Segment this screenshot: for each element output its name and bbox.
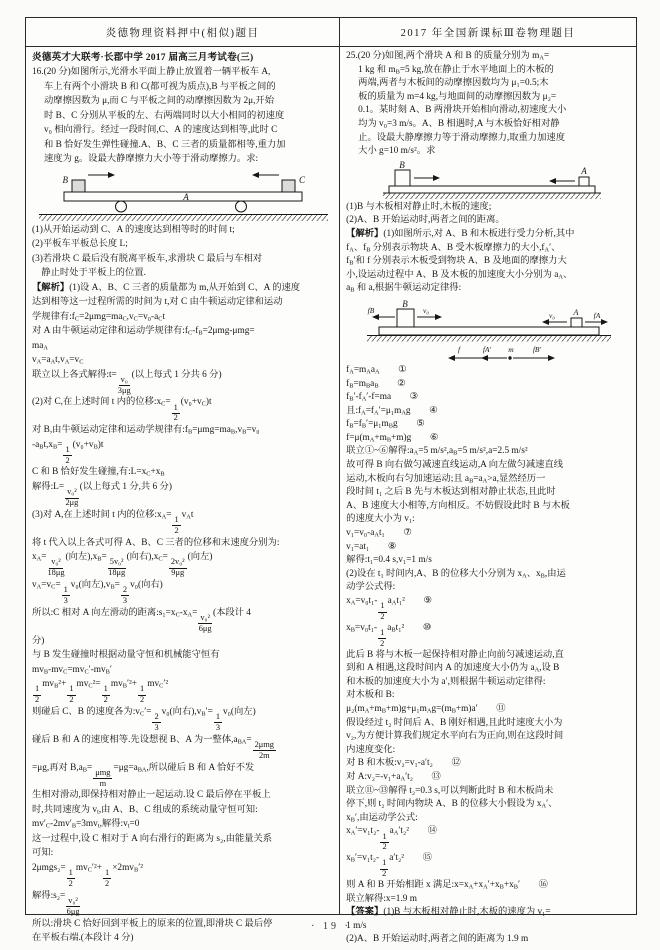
q25-solution-eqs [346,364,631,906]
text-line: 可知: [32,848,54,859]
text-line: 达到相等这一过程所需的时间为 t,对 C 由牛顿运动定律和运动 [32,297,283,307]
text-line: 动摩擦因数为 μ,而 C 与平板之间的动摩擦因数为 2μ,开始 [44,96,274,106]
label-b: B [62,174,68,185]
header-left-title: 炎德物理资料押中(相似)题目 [26,18,340,46]
text-line: 对 $A:v_2=-v_1+a_A't_2$ ⑬ [346,772,441,783]
block-a [579,177,589,186]
text-line: $\frac{1}{2}$ $mv_B^2+$ $\frac{1}{2}$ $mv_C^2=$ $\frac{1}{2}$ $mv_B'^2+$ $\frac{1}{2}$ $mv_C'^2$ [35,679,169,705]
block-a [571,318,582,327]
text-line: 联立⑪~⑬解得 t₂=0.3 s,可以判断此时 B 和木板尚未 [346,785,554,796]
text-line: 分) [32,635,45,646]
text-line: 均为 v₀=3 m/s。A、B 相遇时,A 与木板恰好相对静 [358,118,560,129]
text-line: 联立解得:x=1.9 m [346,893,417,904]
text-line: $f_B=m_Ba_B$ ② [346,378,406,390]
text-line: (3)若滑块 C 最后没有脱离平板车,求滑块 C 最后与车相对 [32,253,263,264]
text-line: (1)从开始运动到 C、A 的速度达到相等时的时间 t; [32,224,235,235]
text-line: 生相对滑动,即保持相对静止一起运动.设 C 最后停在平板上 [32,790,271,801]
text-line: 时 B、C 分别从平板的左、右两端同时以大小相同的初速度 [44,110,285,121]
exam-title: 炎德英才大联考·长郡中学 2017 届高三月考试卷(三) [32,52,254,63]
text-line: $ma_A$ [32,340,48,352]
text-line: 联立①~⑥解得$:a_A=5$ $m/s^2,a_B=5$ m/s²,a=2.5 m/s² [346,446,528,458]
label-a: A [182,191,189,202]
label-a: A [580,165,587,176]
text-line: 和木板的加速度大小为 a′,则根据牛顿运动定律得: [346,676,546,687]
right-column [340,47,636,945]
label-b: B [398,159,405,170]
block-b [397,309,414,327]
text-line: 两端,两者与木板间的动摩擦因数均为 μ₁=0.5;木 [358,78,549,89]
page-number: · 19 · [311,921,351,932]
header-right-title: 2017 年全国新课标Ⅲ卷物理题目 [400,27,576,39]
text-line: (2)对 C,在上述时间 t 内的位移$:x_C=$ $\frac{1}{2}$ $(v_0+v_C)t$ [32,397,212,423]
text-line: 时,共同速度为 $v_t$,由 A、B、C 组成的系统动量守恒可知: [32,804,258,816]
text-line: 动学公式得: [346,582,396,593]
text-line: 对 B,由牛顿运动定律和运动学规律有$:f_B=\mu mg=ma_B,v_B=v_0$ [32,425,260,436]
text-line: 静止时处于平板上的位置. [32,268,146,278]
text-line: 则碰后 C、B 的速度各为$:v_C'=$ $\frac{2}{3}$ v₀(向右)$,v_B'=$ $\frac{1}{3}$ v₀(向左) [32,706,256,732]
label-m: m [507,344,514,354]
text-line: $x_A=v_0t_1-$ $\frac{1}{2}$ $a_At_1^2$ ⑨ [346,596,432,622]
text-line: (2)设在 t₁ 时间内,A、B 的位移大小分别为 $x_A$、$x_B$,由运 [346,568,566,580]
text-line: 解得:t₁=0.4 s,v₁=1 m/s [346,555,432,566]
text-line: 小,设运动过程中 A、B 及木板的加速度大小分别为 $a_A$、 [346,269,573,281]
q16-items [32,223,334,281]
text-line: 学规律有$:f_C=2\mu mg=ma_C,v_C=v_0-a_Ct$ [32,311,166,323]
text-line: 车上有两个小滑块 B 和 C(都可视为质点),B 与平板之间的 [44,81,276,92]
text-line: 解得:L= $\frac{\text{v₀²}}{2\mu g}$ (以上每式 1 分,共 6 分) [32,481,172,507]
text-line: $x_B=v_0t_1-$ $\frac{1}{2}$ $a_Bt_1^2$ ⑩ [346,622,432,648]
text-line: 所以:滑块 C 恰好回到平板上的原来的位置,即滑块 C 最后停 [32,918,273,929]
center-dot [508,356,511,359]
text-line: A、B 速度大小相等,方向相反。不妨假设此时 B 与木板 [346,500,570,511]
text-line: $-a_Bt,x_B=$ $\frac{1}{2}$ $(v_0+v_B)t$ [32,439,104,465]
block-b [395,170,410,186]
text-line: $a_B$ 和 a,根据牛顿运动定律得: [346,283,462,294]
text-line: 对 B 和木板:v₂=v₁-a′t₂ ⑫ [346,758,461,769]
text-line: $f_B'-f_A'-f=ma$ ③ [346,392,419,403]
text-line: (2)平板车平板总长度 L; [32,239,128,249]
q25-items [346,201,631,228]
text-line: $f_A=m_Aa_A$ ① [346,364,407,376]
label-b: B [401,298,408,309]
text-line: (2)A、B 开始运动时,两者之间的距离。 [346,215,505,226]
q16-intro [32,65,334,167]
text-line: $v_A=v_C=$ $\frac{1}{3}$ v₀(向左)$,v_B=$ $\frac{2}{3}$ v₀(向右) [32,579,163,605]
two-column-body [26,47,636,945]
text-line: $f_A$、$f_B$ 分别表示物块 A、B 受木板摩擦力的大小$,f_A'$、 [346,242,561,254]
text-line: $x_B'$,由运动学公式: [346,812,418,824]
text-line: $mv'_C-2mv'_B=3mv_t$,解得$:v_t=0$ [32,819,140,831]
ground-hatch [367,336,611,342]
text-line: 25.(20 分)如图,两个滑块 A 和 B 的质量分别为 $m_A=$ [346,51,550,62]
text-line: $x_A=$ $\frac{\text{v₀²}}{18\mu g}$ (向左)$,x_B=$ $\frac{\text{5v₀²}}{18\mu g}$ (向右)$,x_C=$ $\frac{\text{2v₀²}}{9\mu g}$ (向左) [32,552,213,578]
text-line: 【答案】(1)B 与木板相对静止时,木板的速度为 v₁= [346,907,551,918]
text-line: (3)对 A,在上述时间 t 内的位移$:x_A=$ $\frac{1}{2}$ $v_At$ [32,509,194,535]
text-line: 【解析】(1)设 A、B、C 三者的质量都为 m,从开始到 C、A 的速度 [32,282,301,293]
ground-hatch [383,193,601,199]
label-fa-prime: fA′ [482,344,491,354]
text-line: 假设经过 t₂ 时间后 A、B 刚好相遇,且此时速度大小为 [346,717,563,728]
q25-intro [346,50,631,159]
text-line: 16.(20 分)如图所示,光滑水平面上静止放置着一辆平板车 A, [32,67,271,77]
exam-sheet [25,17,637,945]
text-line: 【解析】(1)如图所示,对 A、B 和木板进行受力分析,其中 [346,228,575,239]
label-fb-prime: fB′ [532,344,541,354]
label-v0-b: v₀ [422,305,429,315]
text-line: 将 t 代入以上各式可得 A、B、C 三者的位移和末速度分别为: [32,537,280,548]
text-line: C 和 B 恰好发生碰撞,有$:L=x_C+x_B$ [32,467,165,479]
label-a: A [573,307,579,317]
text-line: $\mu_2(m_A+m_B+m)g+\mu_1m_Ag=(m_B+m)a'$ ⑪ [346,704,506,715]
text-line: 解得:s₂= $\frac{\text{v₀²}}{6\mu g}$ [32,890,80,916]
label-fb: fB [367,305,374,315]
board [389,186,595,193]
text-line: 与 B 发生碰撞时根据动量守恒和机械能守恒有 [32,650,220,661]
text-line: 大小 g=10 m/s²。求 [358,146,436,157]
text-line: $mv_B-mv_C=mv_C'-mv_B'$ [32,664,112,676]
text-line: 对 A 由牛顿运动定律和运动学规律有$:f_C-f_B=2\mu mg-\mu mg=$ [32,326,255,337]
board [379,327,599,335]
text-line: 所以:C 相对 A 向左滑动的距离$:s_1=x_C-x_A=$ $\frac{\text{v₀²}}{6\mu g}$ (本段计 4 [32,607,251,633]
text-line: $x_A'=v_1t_2-$ $\frac{1}{2}$ $a_A't_2^2$ ⑭ [346,826,437,852]
text-line: 2μmgs₂= $\frac{1}{2}$ $mv_C'^2+$ $\frac{1}{2}$ $\times 2mv_B'^2$ [32,862,144,888]
text-line: 和 B 恰好发生弹性碰撞.A、B、C 三者的质量都相等,重力加 [44,139,286,150]
text-line: 到和 A 相遇,这段时间内 A 的加速度大小仍为 $a_A$,设 B [346,663,560,674]
q25-force-diagram [349,297,629,363]
text-line: 停下,则 t₂ 时间内物块 A、B 的位移大小假设为 $x_A'$、 [346,799,558,810]
text-line: =μg,再对 $B,a_B=$ $\frac{\text{μmg}}{m}$ $=\mu g=a_{BA}$,所以碰后 B 和 A 恰好不发 [32,762,255,788]
q25-solution-intro [346,228,631,296]
text-line: 碰后 B 和 A 的速度相等.先设想视 B、A 为一整体$,a_{BA}=$ $\frac{\text{2μmg}}{2m}$ [32,734,274,760]
text-line: 此后 B 将与木板一起保持相对静止向前匀减速运动,直 [346,649,564,660]
ground-hatch [39,215,328,221]
text-line: v₁=at₁ ⑧ [346,541,397,552]
text-line: $f_B'$和 f 分别表示木板受到物块 A、B 及地面的摩擦力大 [346,256,567,267]
text-line: 的速度大小为 v₁: [346,514,415,525]
wheel-left [115,201,126,212]
text-line: 内速度变化: [346,744,396,755]
label-c: C [298,174,305,185]
wheel-right [235,201,246,212]
text-line: 板的质量为 m=4 kg,与地面间的动摩擦因数为 μ₂= [358,91,557,102]
text-line: 止。设最大静摩擦力等于滑动摩擦力,取重力加速度 [358,132,565,143]
text-line: $v_A=a_At,v_A=v_C$ [32,355,84,366]
text-line: 且$:f_A=f_A'=\mu_1m_Ag$ ④ [346,405,438,417]
block-c [282,180,295,192]
text-line: v₂,为方便计算我们规定水平向右为正向,则在这段时间 [346,731,564,742]
text-line: 运动,木板向右匀加速运动;且 $a_B=a_A>a$,显然经历一 [346,473,546,485]
q16-figure [36,168,331,222]
label-v0-a: v₀ [548,310,555,320]
q16-solution [32,281,334,946]
text-line: 段时间 t₁ 之后 B 先与木板达到相对静止状态,且此时 [346,487,556,498]
text-line: $x_B'=v_1t_2-$ $\frac{1}{2}$ a′t₂² ⑮ [346,853,432,879]
label-f: f [457,344,460,354]
block-b [72,180,85,192]
text-line: v₀ 相向滑行。经过一段时间,C、A 的速度达到相等,此时 C [44,125,278,135]
text-line: 1 m/s [346,920,367,931]
text-line: 1 kg 和 $m_B=5$ kg,放在静止于水平地面上的木板的 [358,64,554,76]
text-line: 联立以上各式解得:t= $\frac{\text{v₀}}{3\mu g}$ (以上每式 1 分共 6 分) [32,369,222,395]
text-line: 0.1。某时刻 A、B 两滑块开始相向滑动,初速度大小 [358,105,567,116]
text-line: 速度为 g。设最大静摩擦力大小等于滑动摩擦力。求: [44,154,259,164]
text-line: 这一过程中,设 C 相对于 A 向右滑行的距离为 s₂,由能量关系 [32,833,273,844]
text-line: (1)B 与木板相对静止时,木板的速度; [346,201,492,212]
text-line: 则 A 和 B 开始相距 x 满足$:x=x_A+x_A'+x_B+x_B'$ ⑯ [346,880,548,891]
text-line: $f_B=f_B'=\mu_1m_Bg$ ⑤ [346,419,425,430]
text-line: 在平板右端.(本段计 4 分) [32,933,134,944]
text-line: (2)A、B 开始运动时,两者之间的距离为 1.9 m [346,934,529,945]
label-fa: fA [593,310,600,320]
text-line: $f=\mu(m_A+m_B+m)g$ ⑥ [346,432,439,444]
text-line: 故可得 B 向右做匀减速直线运动,A 向左做匀减速直线 [346,460,564,471]
text-line: $v_1=v_0-a_At_1$ ⑦ [346,528,412,539]
q25-figure [353,160,625,200]
text-line: 对木板和 B: [346,690,395,701]
page-header [26,18,636,47]
